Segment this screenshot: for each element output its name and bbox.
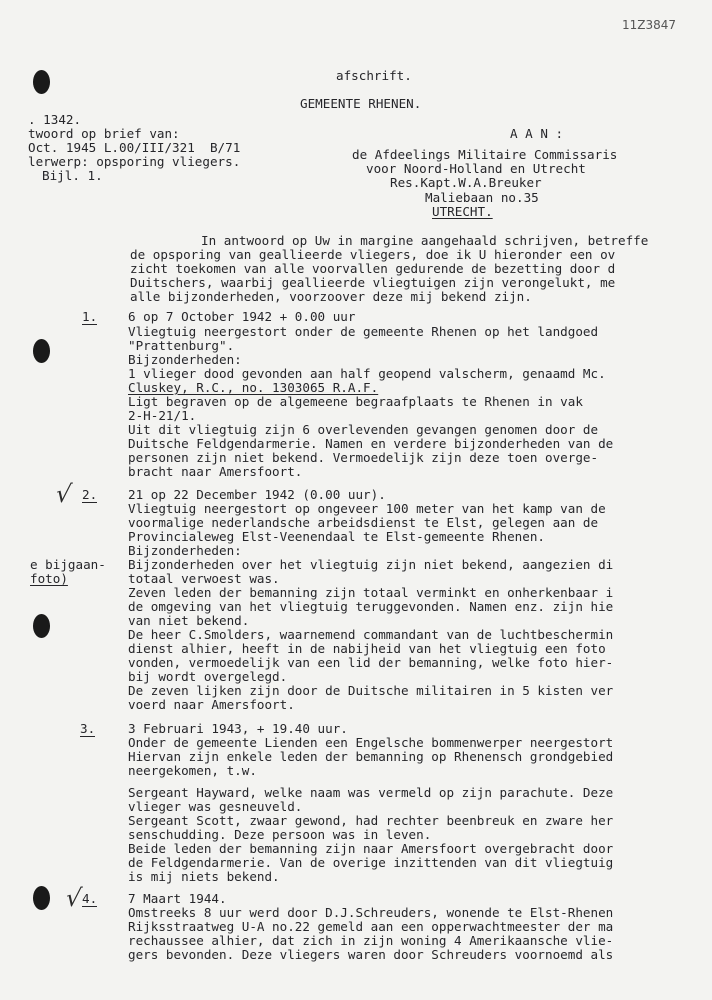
section-line: 6 op 7 October 1942 + 0.00 uur [128,309,356,324]
section-line: Vliegtuig neergestort op ongeveer 100 meter van het kamp van de [128,501,606,516]
section-line: Zeven leden der bemanning zijn totaal verminkt en onherkenbaar i [128,585,614,600]
section-line: Provincialeweg Elst-Veenendaal te Elst-gemeente Rhenen. [128,529,546,544]
section-line: Onder de gemeente Lienden een Engelsche bommenwerper neergestort [128,735,614,750]
address-line: voor Noord-Holland en Utrecht [366,161,586,176]
section-line: Bijzonderheden over het vliegtuig zijn niet bekend, aangezien di [128,557,614,572]
section-line: Sergeant Hayward, welke naam was vermeld op zijn parachute. Deze [128,785,614,800]
section-line: is mij niets bekend. [128,869,280,884]
section-line: totaal verwoest was. [128,571,280,586]
punch-hole [33,70,50,94]
section-line: Hiervan zijn enkele leden der bemanning op Rhenensch grondgebied [128,749,614,764]
punch-hole [33,339,50,363]
intro-line: alle bijzonderheden, voorzoover deze mij bekend zijn. [130,289,532,304]
intro-line: Duitschers, waarbij geallieerde vliegtuigen zijn verongelukt, me [130,275,616,290]
section-line: personen zijn niet bekend. Vermoedelijk zijn deze toen overge- [128,450,599,465]
section-line: Duitsche Feldgendarmerie. Namen en verdere bijzonderheden van de [128,436,614,451]
intro-line: In antwoord op Uw in margine aangehaald schrijven, betreffe [201,233,649,248]
section-number: 3. [80,721,96,736]
section-line: Ligt begraven op de algemeene begraafplaats te Rhenen in vak [128,394,583,409]
intro-line: de opsporing van geallieerde vliegers, doe ik U hieronder een ov [130,247,616,262]
checkmark-icon: √ [54,480,74,508]
section-line: dienst alhier, heeft in de nabijheid van het vliegtuig een foto [128,641,606,656]
section-line: 3 Februari 1943, + 19.40 uur. [128,721,348,736]
section-line: Beide leden der bemanning zijn naar Amersfoort overgebracht door [128,841,614,856]
section-number: 4. [82,891,98,906]
section-line: bracht naar Amersfoort. [128,464,303,479]
section-line: "Prattenburg". [128,338,235,353]
section-line: Rijksstraatweg U-A no.22 gemeld aan een opperwachtmeester der ma [128,919,614,934]
ref-line: Oct. 1945 L.00/III/321 B/71 [28,140,241,155]
intro-line: zicht toekomen van alle voorvallen gedurende de bezetting door d [130,261,616,276]
section-line: De zeven lijken zijn door de Duitsche militairen in 5 kisten ver [128,683,614,698]
section-line: 7 Maart 1944. [128,891,227,906]
section-number: 2. [82,487,98,502]
heading-afschrift: afschrift. [336,68,412,83]
section-line: senschudding. Deze persoon was in leven. [128,827,432,842]
section-line: Omstreeks 8 uur werd door D.J.Schreuders, wonende te Elst-Rhenen [128,905,614,920]
checkmark-icon: √ [64,884,84,912]
section-line: vlieger was gesneuveld. [128,799,303,814]
section-number: 1. [82,309,98,324]
section-line: voormalige nederlandsche arbeidsdienst te Elst, gelegen aan de [128,515,599,530]
address-aan: A A N : [510,126,564,141]
section-line: Uit dit vliegtuig zijn 6 overlevenden gevangen genomen door de [128,422,599,437]
section-line: rechaussee alhier, dat zich in zijn woning 4 Amerikaansche vlie- [128,933,614,948]
section-line: Sergeant Scott, zwaar gewond, had rechter beenbreuk en zware her [128,813,614,828]
heading-gemeente: GEMEENTE RHENEN. [300,96,422,111]
ref-line: Bijl. 1. [42,168,103,183]
ref-line: twoord op brief van: [28,126,180,141]
section-line: Vliegtuig neergestort onder de gemeente Rhenen op het landgoed [128,324,599,339]
margin-note: foto) [30,571,68,586]
section-line: 1 vlieger dood gevonden aan half geopend valscherm, genaamd Mc. [128,366,606,381]
archive-stamp-number: 11Z3847 [622,18,677,32]
section-line: De heer C.Smolders, waarnemend commandant van de luchtbeschermin [128,627,614,642]
section-line: 21 op 22 December 1942 (0.00 uur). [128,487,386,502]
ref-line: lerwerp: opsporing vliegers. [28,154,241,169]
address-line: de Afdeelings Militaire Commissaris [352,147,618,162]
margin-note: e bijgaan- [30,557,106,572]
section-line: voerd naar Amersfoort. [128,697,295,712]
ref-line: . 1342. [28,112,82,127]
section-line: vonden, vermoedelijk van een lid der bemanning, welke foto hier- [128,655,614,670]
punch-hole [33,886,50,910]
section-line: Cluskey, R.C., no. 1303065 R.A.F. [128,380,379,395]
section-line: neergekomen, t.w. [128,763,257,778]
section-line: de omgeving van het vliegtuig teruggevonden. Namen enz. zijn hie [128,599,614,614]
section-line: de Feldgendarmerie. Van de overige inzittenden van dit vliegtuig [128,855,614,870]
address-line: Maliebaan no.35 [425,190,539,205]
section-line: Bijzonderheden: [128,352,242,367]
section-line: bij wordt overgelegd. [128,669,288,684]
section-line: Bijzonderheden: [128,543,242,558]
address-city: UTRECHT. [432,204,493,219]
address-line: Res.Kapt.W.A.Breuker [390,175,542,190]
section-line: van niet bekend. [128,613,250,628]
section-line: gers bevonden. Deze vliegers waren door Schreuders voornoemd als [128,947,614,962]
section-line: 2-H-21/1. [128,408,197,423]
punch-hole [33,614,50,638]
